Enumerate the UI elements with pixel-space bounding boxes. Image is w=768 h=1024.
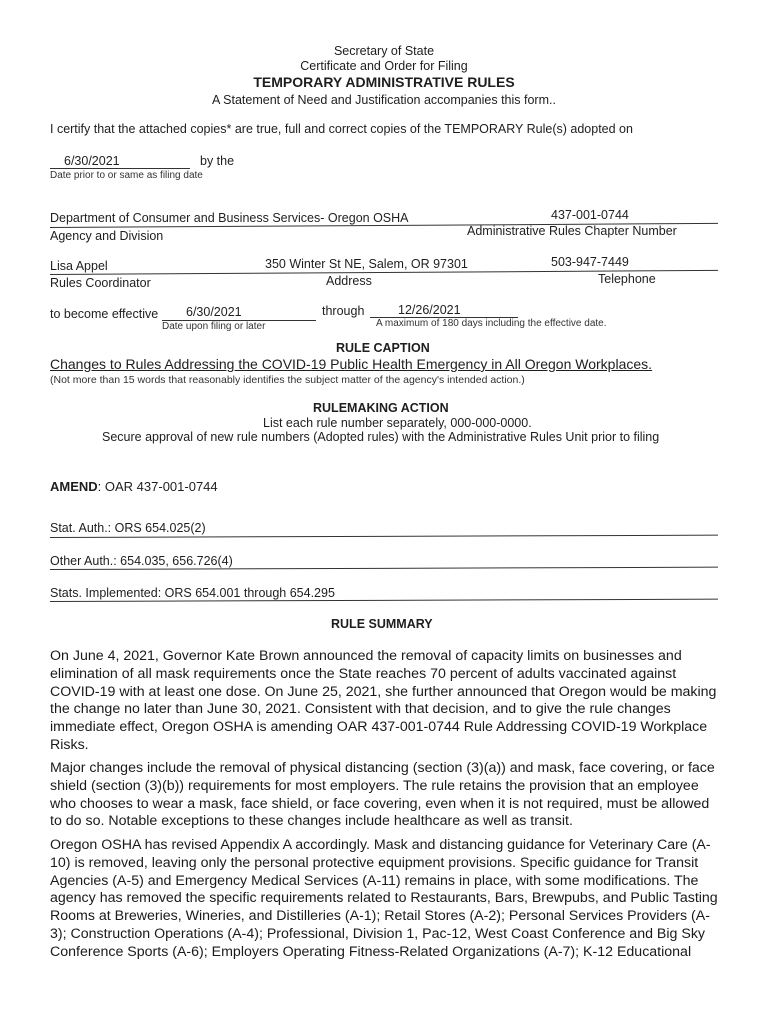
rulemaking-action-line2: Secure approval of new rule numbers (Adopted rules) with the Administrative Rules Unit prior to filing	[102, 430, 660, 444]
rule-caption-hint: (Not more than 15 words that reasonably identifies the subject matter of the agency's intended action.)	[50, 374, 525, 386]
summary-paragraph-3: Oregon OSHA has revised Appendix A accordingly. Mask and distancing guidance for Veterinary Care (A-10) is removed, leaving only the personal protective equipment provisions. Specific guidance for Transit Agencies (A-5) and Emergency Medical Services (A-11) remains in place, with some modifications. The agency has removed the specific requirements related to Restaurants, Bars, Brewpubs, and Public Tasting Rooms at Breweries, Wineries, and Distilleries (A-1); Retail Stores (A-2); Personal Services Providers (A-3); Construction Operations (A-4); Professional, Division 1, Pac-12, West Coast Conference and Big Sky Conference Sports (A-6); Employers Operating Fitness-Related Organizations (A-7); K-12 Educational	[50, 837, 718, 960]
statement-line: A Statement of Need and Justification accompanies this form..	[212, 93, 556, 107]
chapter-number-label: Administrative Rules Chapter Number	[467, 224, 677, 238]
coordinator-label: Rules Coordinator	[50, 276, 151, 290]
effective-prefix: to become effective	[50, 307, 159, 321]
stats-implemented: Stats. Implemented: ORS 654.001 through 654.295	[50, 586, 335, 600]
coordinator-address: 350 Winter St NE, Salem, OR 97301	[265, 257, 468, 271]
effective-start-hint: Date upon filing or later	[162, 321, 266, 332]
chapter-number-value: 437-001-0744	[551, 208, 629, 222]
header-line2: Certificate and Order for Filing	[300, 59, 468, 73]
agency-label: Agency and Division	[50, 229, 164, 243]
coordinator-name: Lisa Appel	[50, 259, 108, 273]
rulemaking-action-heading: RULEMAKING ACTION	[313, 401, 449, 415]
coordinator-phone: 503-947-7449	[551, 255, 629, 269]
certify-text: I certify that the attached copies* are true, full and correct copies of the TEMPORARY Rule(s) adopted on	[50, 122, 633, 136]
amend-value: : OAR 437-001-0744	[97, 479, 218, 494]
rule-caption-text: Changes to Rules Addressing the COVID-19 Public Health Emergency in All Oregon Workplaces.	[50, 356, 653, 372]
stat-auth-line	[50, 535, 718, 538]
by-the-text: by the	[200, 154, 235, 168]
amend-label: AMEND	[50, 479, 98, 494]
stat-auth: Stat. Auth.: ORS 654.025(2)	[50, 521, 206, 535]
agency-value: Department of Consumer and Business Services- Oregon OSHA	[50, 211, 409, 225]
summary-paragraph-2: Major changes include the removal of physical distancing (section (3)(a)) and mask, face covering, or face shield (section (3)(b)) requirements for most employers. The rule retains the provision that an employee who chooses to wear a mask, face shield, or face covering, even when it is not required, must be allowed to do so. Notable exceptions to these changes include healthcare as well as transit.	[50, 760, 715, 830]
telephone-label: Telephone	[598, 272, 656, 286]
adopted-date-line	[50, 168, 190, 169]
address-label: Address	[326, 274, 372, 288]
summary-paragraph-1: On June 4, 2021, Governor Kate Brown announced the removal of capacity limits on businesses and elimination of all mask requirements once the State reaches 70 percent of adults vaccinated against COVID-19 with at least one dose. On June 25, 2021, she further announced that Oregon would be making the change no later than June 30, 2021. Consistent with that decision, and to give the rule changes immediate effect, Oregon OSHA is amending OAR 437-001-0744 Rule Addressing COVID-19 Workplace Risks.	[50, 648, 717, 753]
adopted-date: 6/30/2021	[64, 154, 120, 168]
rule-caption-heading: RULE CAPTION	[336, 341, 430, 355]
effective-end-hint: A maximum of 180 days including the effective date.	[376, 318, 607, 329]
rulemaking-action-line1: List each rule number separately, 000-000-0000.	[263, 416, 532, 430]
effective-start-date: 6/30/2021	[186, 305, 242, 319]
date-hint: Date prior to or same as filing date	[50, 170, 203, 181]
other-auth: Other Auth.: 654.035, 656.726(4)	[50, 554, 233, 568]
through-text: through	[322, 304, 365, 318]
rule-summary-heading: RULE SUMMARY	[331, 617, 433, 631]
form-title: TEMPORARY ADMINISTRATIVE RULES	[253, 74, 515, 90]
header-line1: Secretary of State	[333, 44, 435, 58]
effective-end-date: 12/26/2021	[398, 303, 461, 317]
amend-row	[50, 479, 218, 494]
